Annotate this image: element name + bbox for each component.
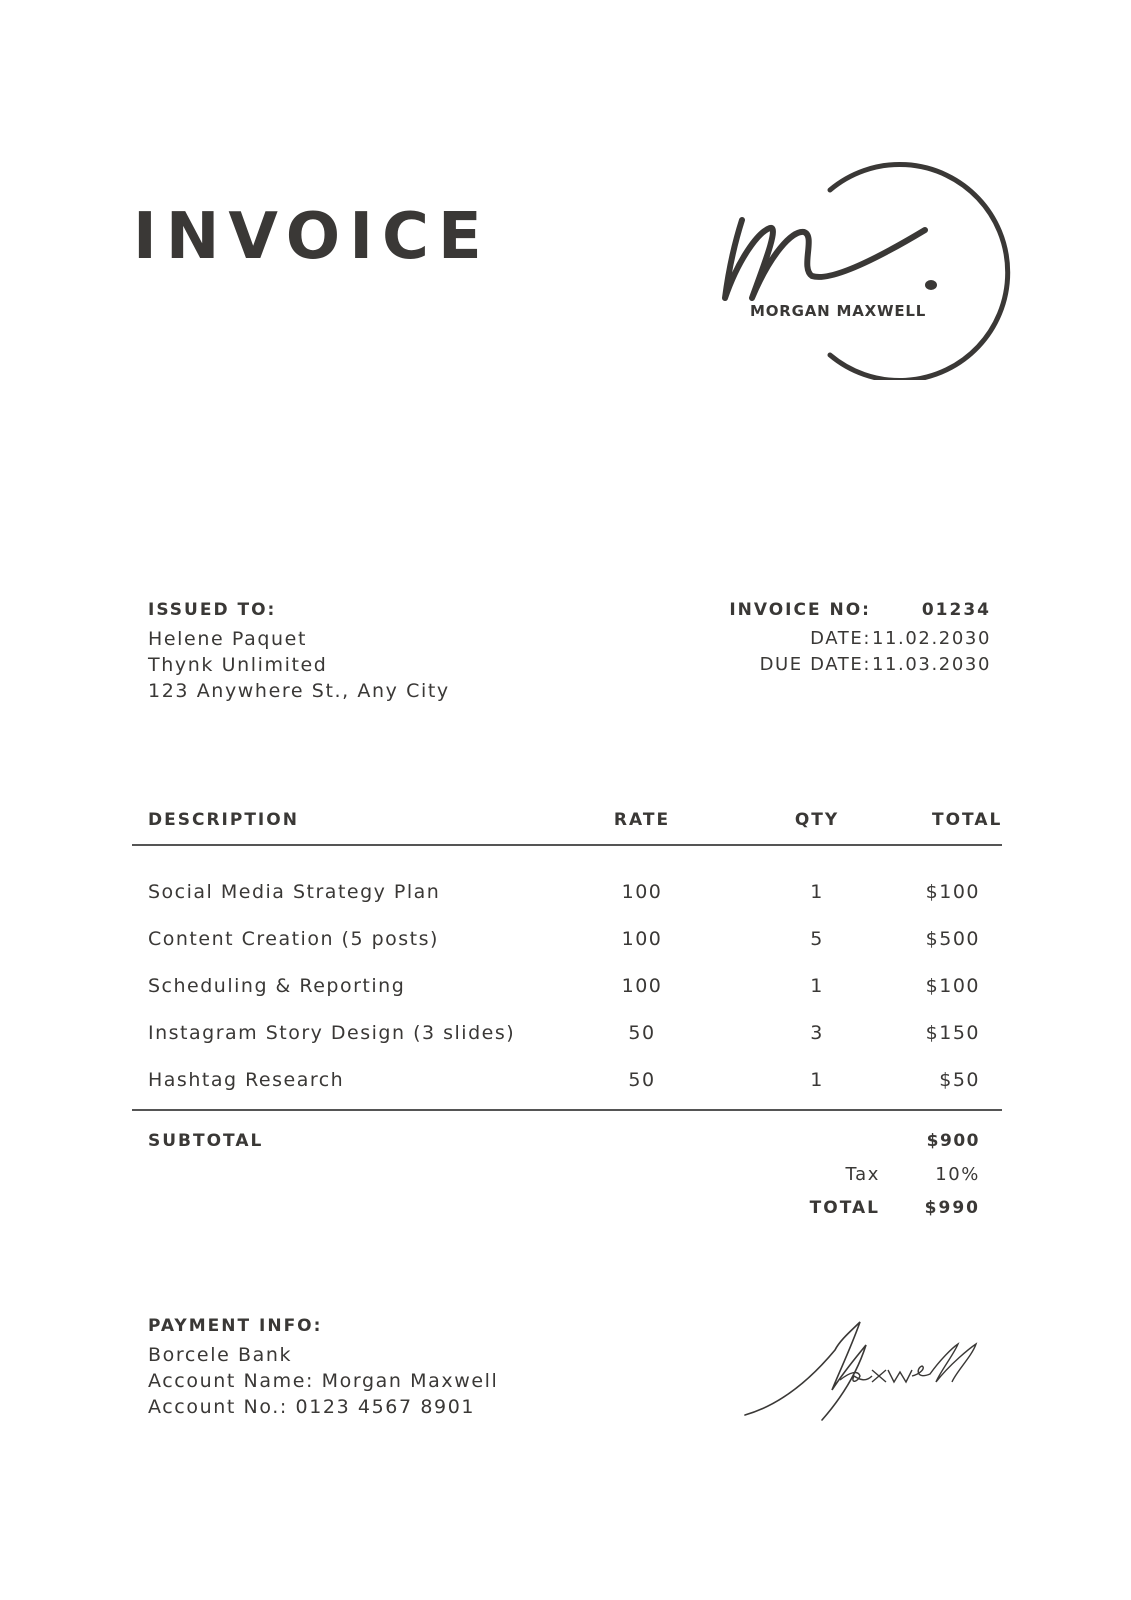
due-date-value: 11.03.2030 bbox=[871, 654, 991, 675]
brand-name: MORGAN MAXWELL bbox=[750, 302, 927, 320]
client-address: 123 Anywhere St., Any City bbox=[148, 680, 450, 702]
tax-value: 10% bbox=[935, 1163, 980, 1185]
invoice-number-label: INVOICE NO: bbox=[729, 600, 871, 620]
account-number: Account No.: 0123 4567 8901 bbox=[148, 1396, 476, 1418]
line-items-table bbox=[132, 805, 1002, 1225]
table-row bbox=[132, 962, 1002, 1009]
account-name: Account Name: Morgan Maxwell bbox=[148, 1370, 499, 1392]
subtotal-row bbox=[132, 1125, 1002, 1157]
table-row bbox=[132, 868, 1002, 915]
tax-label: Tax bbox=[845, 1163, 880, 1185]
grand-total-label: TOTAL bbox=[809, 1198, 880, 1218]
row-description: Social Media Strategy Plan bbox=[148, 880, 441, 903]
row-description: Scheduling & Reporting bbox=[148, 974, 406, 997]
table-body bbox=[132, 846, 1002, 1103]
table-row bbox=[132, 1056, 1002, 1103]
signature bbox=[740, 1310, 1010, 1440]
table-row bbox=[132, 915, 1002, 962]
row-rate: 100 bbox=[621, 880, 663, 903]
row-qty: 1 bbox=[810, 880, 824, 903]
payment-info-label: PAYMENT INFO: bbox=[148, 1316, 323, 1336]
row-rate: 100 bbox=[621, 927, 663, 950]
header-rate: RATE bbox=[613, 810, 671, 830]
bank-name: Borcele Bank bbox=[148, 1344, 293, 1366]
row-total: $100 bbox=[925, 974, 980, 997]
row-qty: 3 bbox=[810, 1021, 824, 1044]
row-qty: 5 bbox=[810, 927, 824, 950]
row-total: $150 bbox=[925, 1021, 980, 1044]
invoice-meta-block bbox=[691, 600, 991, 678]
client-name: Helene Paquet bbox=[148, 628, 308, 650]
invoice-date-label: DATE: bbox=[810, 628, 871, 649]
totals-block bbox=[132, 1125, 1002, 1225]
grand-total-row bbox=[132, 1191, 1002, 1225]
table-header bbox=[132, 805, 1002, 835]
issued-to-block bbox=[148, 600, 450, 704]
header-total: TOTAL bbox=[932, 810, 1003, 830]
row-total: $500 bbox=[925, 927, 980, 950]
due-date-row bbox=[691, 652, 991, 678]
subtotal-value: $900 bbox=[926, 1131, 980, 1151]
row-description: Instagram Story Design (3 slides) bbox=[148, 1021, 516, 1044]
due-date-label: DUE DATE: bbox=[759, 654, 871, 675]
row-rate: 100 bbox=[621, 974, 663, 997]
brand-logo bbox=[720, 150, 1020, 380]
totals-divider bbox=[132, 1109, 1002, 1111]
row-qty: 1 bbox=[810, 1068, 824, 1091]
header-qty: QTY bbox=[794, 810, 840, 830]
client-company: Thynk Unlimited bbox=[148, 654, 328, 676]
issued-to-label: ISSUED TO: bbox=[148, 600, 277, 620]
invoice-date-row bbox=[691, 626, 991, 652]
handwritten-signature-icon bbox=[740, 1310, 1010, 1440]
row-rate: 50 bbox=[628, 1068, 656, 1091]
invoice-date-value: 11.02.2030 bbox=[871, 628, 991, 649]
grand-total-value: $990 bbox=[924, 1198, 980, 1218]
row-qty: 1 bbox=[810, 974, 824, 997]
subtotal-label: SUBTOTAL bbox=[148, 1131, 264, 1151]
row-description: Content Creation (5 posts) bbox=[148, 927, 439, 950]
row-total: $50 bbox=[939, 1068, 980, 1091]
row-rate: 50 bbox=[628, 1021, 656, 1044]
invoice-number-row bbox=[691, 600, 991, 620]
circle-monogram-logo-icon bbox=[720, 150, 1020, 380]
tax-row bbox=[132, 1157, 1002, 1191]
header-description: DESCRIPTION bbox=[148, 810, 299, 830]
table-row bbox=[132, 1009, 1002, 1056]
invoice-number-value: 01234 bbox=[921, 600, 991, 620]
row-description: Hashtag Research bbox=[148, 1068, 345, 1091]
invoice-title: INVOICE bbox=[133, 200, 491, 274]
row-total: $100 bbox=[925, 880, 980, 903]
payment-info-block bbox=[148, 1316, 498, 1420]
